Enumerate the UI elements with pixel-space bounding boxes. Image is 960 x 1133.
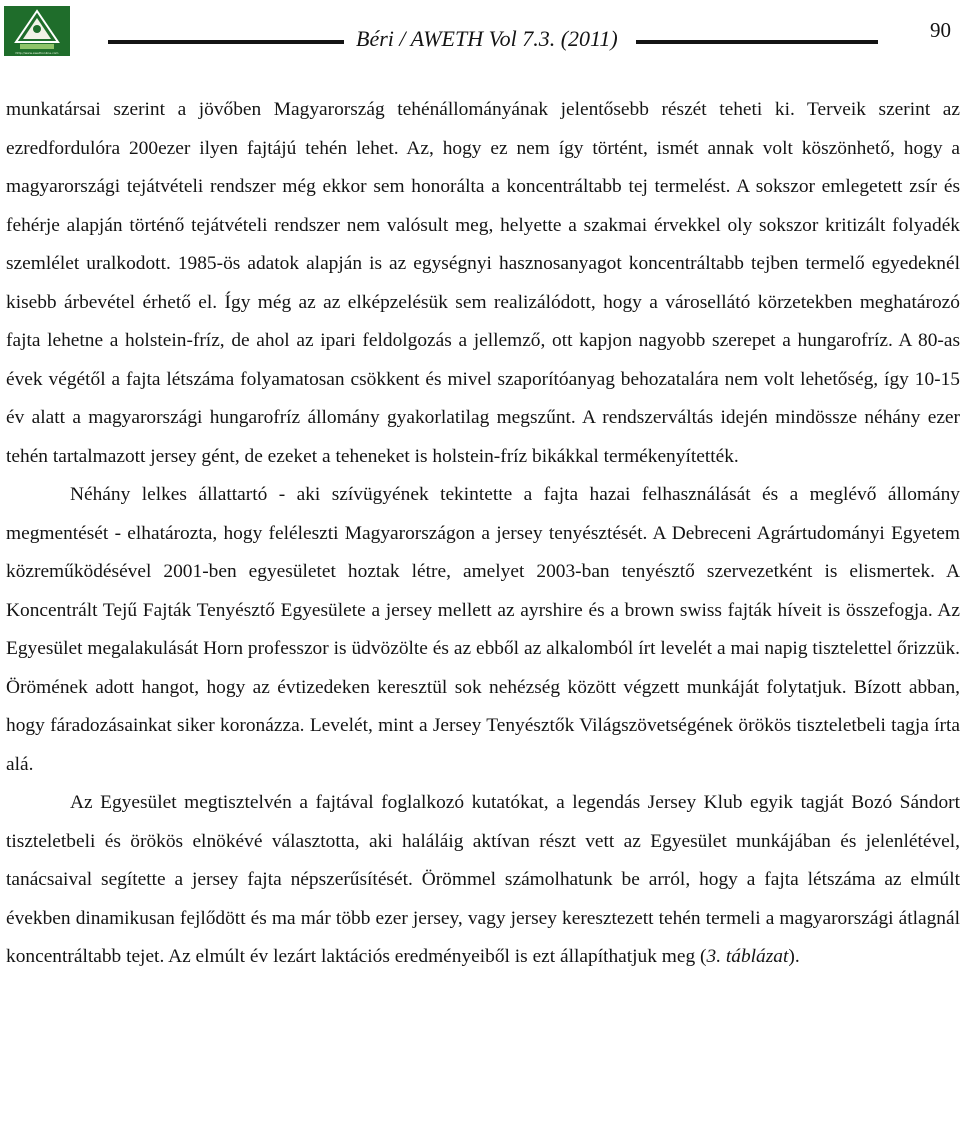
paragraph-2: Néhány lelkes állattartó - aki szívügyének tekintette a fajta hazai felhasználását és a meglévő állomány megmentését - elhatározta, hogy feléleszti Magyarországon a jersey tenyésztését. A Debreceni Agrártudományi Egyetem közreműködésével 2001-ben egyesületet hoztak létre, amelyet 2003-ban tenyésztő szervezetként is elismertek. A Koncentrált Tejű Fajták Tenyésztő Egyesülete a jersey mellett az ayrshire és a brown swiss fajták híveit is összefogja. Az Egyesület megalakulását Horn professzor is üdvözölte és az ebből az alkalomból írt levelét a mai napig tisztelettel őrizzük. Örömének adott hangot, hogy az évtizedeken keresztül sok nehézség között végzett munkáját folytatjuk. Bízott abban, hogy fáradozásainkat siker koronázza. Levelét, mint a Jersey Tenyésztők Világszövetségének örökös tiszteletbeli tagja írta alá. (6, 484, 960, 775)
journal-title: Béri / AWETH Vol 7.3. (2011) (356, 26, 618, 51)
paragraph-3 (6, 784, 960, 977)
aweth-logo-icon (4, 6, 70, 56)
paragraph-3-text: Az Egyesület megtisztelvén a fajtával foglalkozó kutatókat, a legendás Jersey Klub egyik tagját Bozó Sándort tiszteletbeli és örökös elnökévé választotta, aki haláláig aktívan részt vett az Egyesület munkájában és jelenlétével, tanácsaival segítette a jersey fajta népszerűsítését. Örömmel számolhatunk be arról, hogy a fajta létszáma az elmúlt években dinamikusan fejlődött és ma már több ezer jersey, vagy jersey keresztezett tehén termeli a magyarországi átlagnál koncentráltabb tejet. Az elmúlt év lezárt laktációs eredményeiből is ezt állapíthatjuk meg ( (6, 792, 960, 967)
logo-url-text: http://www.awethonline.com (15, 52, 59, 55)
header-rule-left (108, 40, 344, 44)
header-rule-right (636, 40, 878, 44)
body-text (6, 91, 960, 977)
paragraph-1: munkatársai szerint a jövőben Magyarország tehénállományának jelentősebb részét teheti ki. Terveik szerint az ezredfordulóra 200ezer ilyen fajtájú tehén lehet. Az, hogy ez nem így történt, ismét annak volt köszönhető, hogy a magyarországi tejátvételi rendszer még ekkor sem honorálta a koncentráltabb tej termelést. A sokszor emlegetett zsír és fehérje alapján történő tejátvételi rendszer nem valósult meg, helyette a szakmai érvekkel oly sokszor kritizált folyadék szemlélet uralkodott. 1985-ös adatok alapján is az egységnyi hasznosanyagot koncentráltabb tejben termelő egyedeknél kisebb árbevétel érhető el. Így még az az elképzelésük sem realizálódott, hogy a városellátó körzetekben meghatározó fajta lehetne a holstein-fríz, de ahol az ipari feldolgozás a jellemző, ott kapjon nagyobb szerepet a hungarofríz. A 80-as évek végétől a fajta létszáma folyamatosan csökkent és mivel szaporítóanyag behozatalára nem volt lehetőség, így 10-15 év alatt a magyarországi hungarofríz állomány gyakorlatilag megszűnt. A rendszerváltás idején mindössze néhány ezer tehén tartalmazott jersey gént, de ezeket a teheneket is holstein-fríz bikákkal termékenyítették. (6, 99, 960, 467)
table-reference: 3. táblázat (706, 946, 789, 967)
paragraph-3-closing: ). (788, 946, 800, 967)
page-number: 90 (930, 18, 951, 42)
logo-graphic (4, 6, 70, 56)
